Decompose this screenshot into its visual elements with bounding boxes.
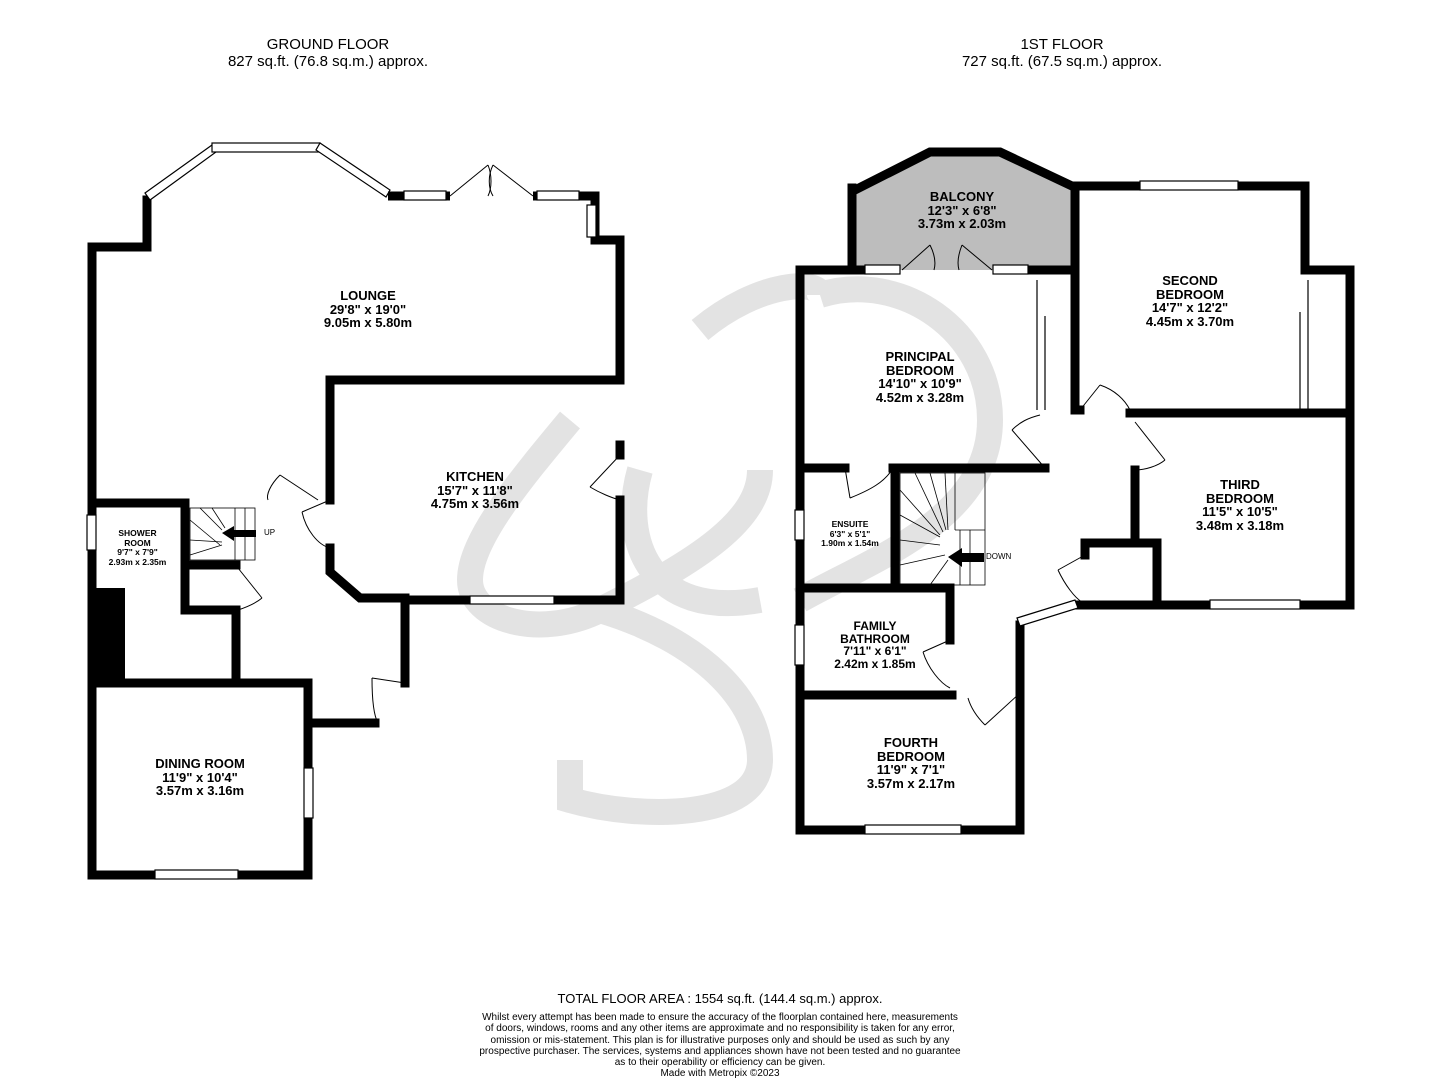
first-stairs-arrow bbox=[948, 548, 984, 567]
principal-imperial: 14'10" x 10'9" bbox=[878, 376, 962, 391]
shower-imperial: 9'7" x 7'9" bbox=[117, 547, 158, 557]
lounge-name: LOUNGE bbox=[340, 288, 396, 303]
family-name-line1: FAMILY bbox=[853, 619, 897, 633]
ground-stairs-label: UP bbox=[264, 528, 276, 537]
dining-room-label bbox=[140, 757, 260, 798]
lounge-metric: 9.05m x 5.80m bbox=[323, 315, 413, 330]
first-floor-title: 1ST FLOOR bbox=[1020, 36, 1104, 53]
kitchen-imperial: 15'7" x 11'8" bbox=[437, 482, 513, 498]
ground-floor-area: 827 sq.ft. (76.8 sq.m.) approx. bbox=[227, 53, 429, 70]
disclaimer-line: as to their operability or efficiency can be given. bbox=[614, 1057, 826, 1069]
family-name-line2: BATHROOM bbox=[840, 631, 910, 646]
first-floor-area: 727 sq.ft. (67.5 sq.m.) approx. bbox=[961, 53, 1163, 70]
third-name-line2: BEDROOM bbox=[1206, 490, 1274, 506]
shower-name-line2: ROOM bbox=[124, 537, 151, 548]
shower-room-label bbox=[100, 529, 175, 567]
third-name-line1: THIRD bbox=[1220, 477, 1260, 492]
ensuite-imperial: 6'3" x 5'1" bbox=[829, 528, 871, 539]
fourth-name-line1: FOURTH bbox=[883, 735, 939, 750]
kitchen-metric: 4.75m x 3.56m bbox=[430, 496, 520, 511]
family-imperial: 7'11" x 6'1" bbox=[843, 644, 907, 658]
fourth-bedroom-label bbox=[851, 736, 971, 790]
disclaimer-line: Whilst every attempt has been made to ensure the accuracy of the floorplan contained here, measurements bbox=[482, 1012, 958, 1023]
family-bathroom-label bbox=[815, 620, 935, 670]
ensuite-label bbox=[810, 520, 890, 549]
principal-bedroom-label bbox=[860, 350, 980, 404]
lounge-imperial: 29'8" x 19'0" bbox=[329, 301, 407, 317]
kitchen-name: KITCHEN bbox=[446, 469, 504, 484]
balcony-name: BALCONY bbox=[929, 189, 995, 204]
third-bedroom-label bbox=[1180, 478, 1300, 532]
principal-name-line1: PRINCIPAL bbox=[885, 349, 955, 364]
third-metric: 3.48m x 3.18m bbox=[1195, 517, 1285, 533]
fourth-name-line2: BEDROOM bbox=[877, 748, 945, 764]
disclaimer bbox=[0, 1012, 1440, 1080]
family-metric: 2.42m x 1.85m bbox=[834, 656, 916, 671]
fourth-metric: 3.57m x 2.17m bbox=[866, 775, 956, 791]
shower-name-line1: SHOWER bbox=[118, 528, 157, 538]
made-with-credit: Made with Metropix ©2023 bbox=[660, 1068, 780, 1080]
second-bedroom-label bbox=[1130, 274, 1250, 328]
kitchen-label bbox=[415, 470, 535, 511]
second-metric: 4.45m x 3.70m bbox=[1145, 313, 1235, 329]
principal-metric: 4.52m x 3.28m bbox=[875, 389, 965, 405]
shower-metric: 2.93m x 2.35m bbox=[108, 556, 167, 567]
disclaimer-line: prospective purchaser. The services, systems and appliances shown have not been tested and no guarantee bbox=[479, 1045, 961, 1057]
ground-floor-title: GROUND FLOOR bbox=[266, 36, 390, 53]
total-floor-area: TOTAL FLOOR AREA : 1554 sq.ft. (144.4 sq.m.) approx. bbox=[557, 991, 883, 1006]
dining-name: DINING ROOM bbox=[155, 756, 245, 771]
second-name-line2: BEDROOM bbox=[1156, 286, 1224, 302]
principal-name-line2: BEDROOM bbox=[886, 362, 954, 378]
first-stairs-label: DOWN bbox=[986, 552, 1012, 561]
balcony-imperial: 12'3" x 6'8" bbox=[927, 202, 997, 218]
disclaimer-line: of doors, windows, rooms and any other items are approximate and no responsibility is taken for any error, bbox=[485, 1023, 955, 1035]
ensuite-metric: 1.90m x 1.54m bbox=[821, 538, 879, 548]
third-imperial: 11'5" x 10'5" bbox=[1202, 504, 1278, 519]
dining-imperial: 11'9" x 10'4" bbox=[162, 769, 238, 785]
second-imperial: 14'7" x 12'2" bbox=[1151, 300, 1229, 315]
balcony-metric: 3.73m x 2.03m bbox=[917, 216, 1007, 231]
ground-stairs-arrow bbox=[222, 526, 256, 541]
ensuite-name: ENSUITE bbox=[831, 519, 869, 529]
second-name-line1: SECOND bbox=[1162, 273, 1218, 288]
disclaimer-line: omission or mis-statement. This plan is for illustrative purposes only and should be used as such by any bbox=[490, 1034, 950, 1046]
dining-metric: 3.57m x 3.16m bbox=[155, 783, 245, 798]
fourth-imperial: 11'9" x 7'1" bbox=[876, 762, 946, 777]
shower-cupboard-block bbox=[92, 588, 125, 680]
lounge-label bbox=[308, 289, 428, 330]
balcony-label bbox=[902, 190, 1022, 231]
